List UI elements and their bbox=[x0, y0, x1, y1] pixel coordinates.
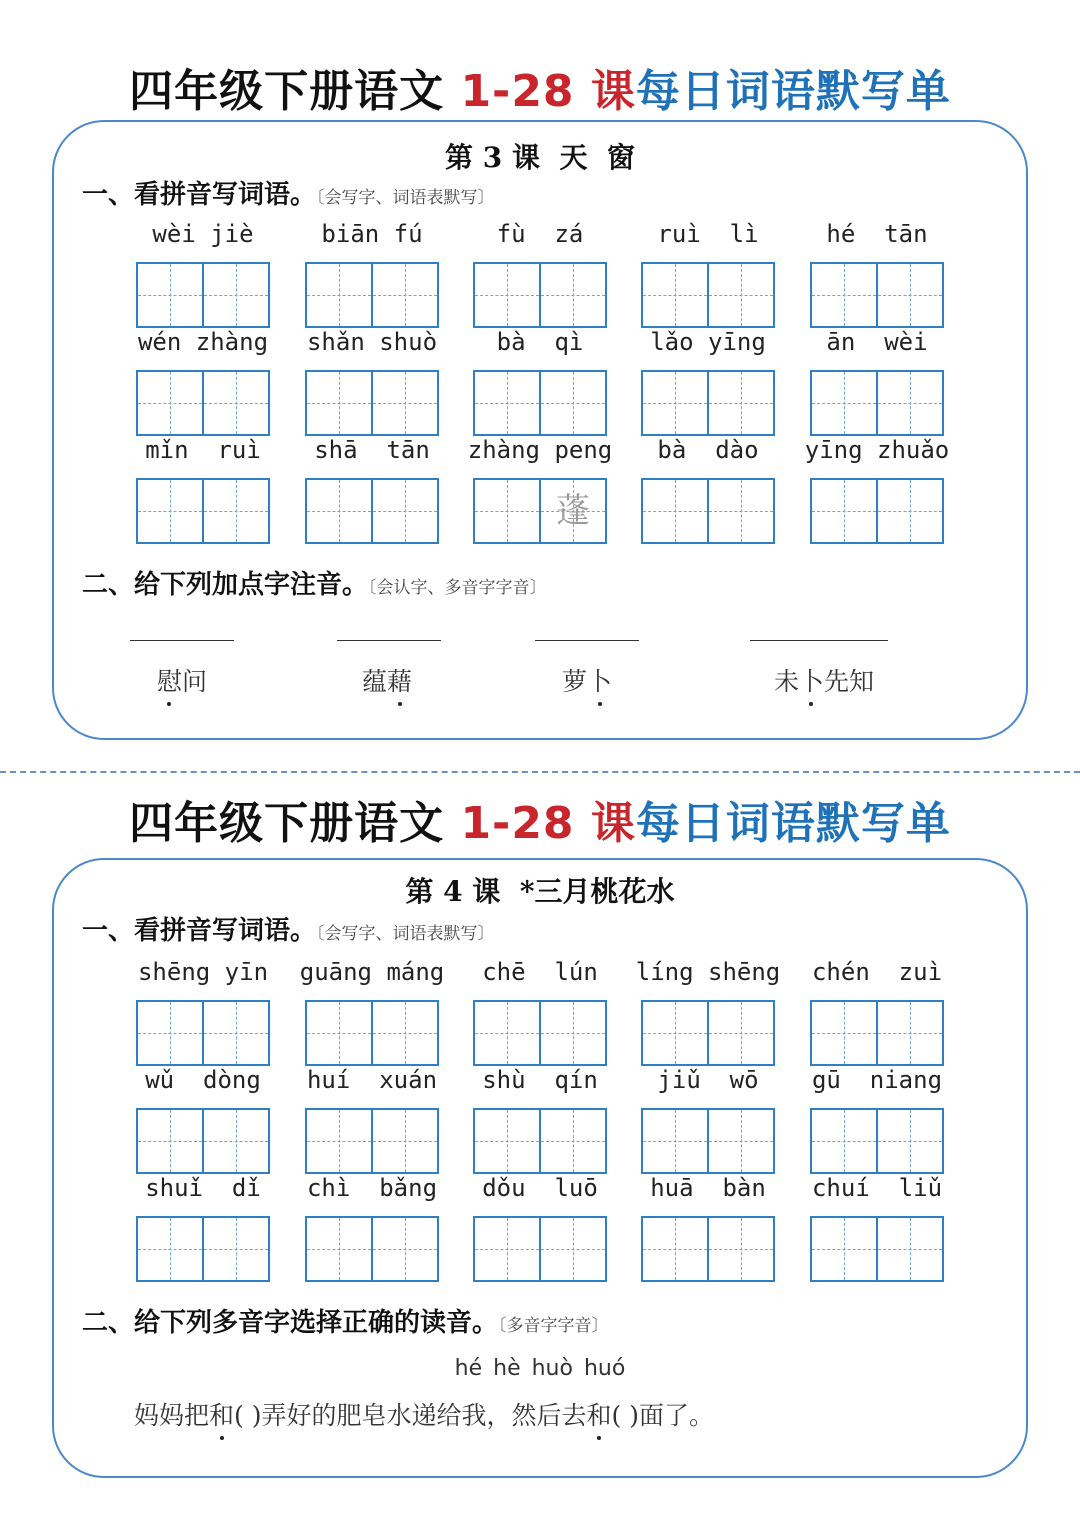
hint-character bbox=[541, 264, 605, 326]
hint-character bbox=[138, 264, 202, 326]
pinyin-label: wén zhàng bbox=[137, 328, 269, 356]
hint-character bbox=[138, 480, 202, 542]
hint-character bbox=[709, 1218, 773, 1280]
hint-character bbox=[709, 1002, 773, 1064]
hint-character bbox=[541, 1002, 605, 1064]
section-heading-pinyin bbox=[82, 178, 495, 215]
hint-character bbox=[475, 264, 539, 326]
pinyin-label: ān wèi bbox=[826, 328, 928, 356]
section-heading-text: 一、看拼音写词语。 bbox=[82, 180, 317, 210]
main-title-grade: 四年级下册语文 bbox=[129, 798, 461, 849]
writing-cell[interactable] bbox=[202, 264, 268, 326]
writing-cell[interactable] bbox=[876, 480, 942, 542]
writing-cell[interactable] bbox=[876, 264, 942, 326]
writing-cell[interactable] bbox=[539, 264, 605, 326]
hint-character: 蓬 bbox=[556, 491, 590, 531]
annotate-item[interactable] bbox=[734, 640, 914, 720]
writing-cell[interactable] bbox=[475, 1002, 539, 1064]
hint-character bbox=[307, 264, 371, 326]
hint-character bbox=[709, 264, 773, 326]
section-heading-pinyin bbox=[82, 914, 495, 951]
word-item bbox=[136, 326, 270, 436]
main-title bbox=[0, 66, 1080, 118]
writing-cell[interactable] bbox=[812, 372, 876, 434]
hint-character bbox=[138, 1002, 202, 1064]
writing-grid bbox=[136, 370, 270, 436]
hint-character bbox=[204, 1110, 268, 1172]
writing-grid bbox=[473, 370, 607, 436]
writing-grid bbox=[641, 1000, 775, 1066]
pinyin-label: wǔ dòng bbox=[145, 1066, 261, 1094]
writing-cell[interactable] bbox=[707, 480, 773, 542]
writing-cell[interactable] bbox=[812, 1110, 876, 1172]
word-item bbox=[305, 1172, 439, 1282]
word-item bbox=[136, 1064, 270, 1174]
annotate-word: 未卜先知 bbox=[734, 662, 914, 702]
pinyin-label: biān fú bbox=[321, 220, 423, 248]
hint-character bbox=[878, 1218, 942, 1280]
pinyin-label: zhàng peng bbox=[467, 436, 613, 464]
sentence-dotted-char: 和 bbox=[209, 1396, 234, 1436]
hint-character bbox=[812, 264, 876, 326]
main-title bbox=[0, 798, 1080, 850]
word-item bbox=[810, 326, 944, 436]
writing-cell[interactable] bbox=[539, 372, 605, 434]
writing-cell[interactable] bbox=[138, 1110, 202, 1172]
writing-cell[interactable] bbox=[643, 372, 707, 434]
pinyin-label: chuí liǔ bbox=[811, 1174, 943, 1202]
section-heading-note: 〔会写字、词语表默写〕 bbox=[316, 188, 495, 208]
sentence-dotted-char: 和 bbox=[587, 1396, 612, 1436]
pinyin-label: dǒu luō bbox=[482, 1174, 598, 1202]
writing-cell[interactable] bbox=[307, 1110, 371, 1172]
lesson-title: 第 4 课 *三月桃花水 bbox=[405, 875, 675, 908]
word-item bbox=[473, 326, 607, 436]
hint-character bbox=[307, 1218, 371, 1280]
main-title-range: 1-28 课 bbox=[460, 798, 636, 849]
hint-character bbox=[643, 372, 707, 434]
hint-character bbox=[307, 372, 371, 434]
hint-character bbox=[204, 1218, 268, 1280]
hint-character bbox=[812, 480, 876, 542]
word-item bbox=[635, 956, 781, 1066]
hint-character bbox=[307, 1110, 371, 1172]
writing-cell[interactable] bbox=[202, 1002, 268, 1064]
hint-character bbox=[373, 264, 437, 326]
worksheet-card-lesson-4 bbox=[52, 858, 1028, 1478]
pinyin-label: huí xuán bbox=[306, 1066, 438, 1094]
writing-cell[interactable] bbox=[812, 480, 876, 542]
hint-character bbox=[475, 480, 539, 542]
hint-character bbox=[373, 1002, 437, 1064]
writing-grid bbox=[473, 262, 607, 328]
word-item bbox=[641, 1172, 775, 1282]
writing-grid bbox=[473, 1000, 607, 1066]
annotate-item[interactable] bbox=[92, 640, 272, 720]
hint-character bbox=[138, 372, 202, 434]
annotate-word: 慰问 bbox=[92, 662, 272, 702]
writing-cell[interactable] bbox=[475, 480, 539, 542]
section-heading-note: 〔多音字字音〕 bbox=[498, 1316, 609, 1336]
hint-character bbox=[541, 372, 605, 434]
writing-cell[interactable] bbox=[138, 1002, 202, 1064]
writing-cell[interactable] bbox=[307, 1218, 371, 1280]
writing-grid bbox=[641, 1108, 775, 1174]
writing-grid bbox=[810, 1000, 944, 1066]
writing-grid bbox=[305, 1216, 439, 1282]
writing-grid bbox=[136, 262, 270, 328]
hint-character bbox=[643, 1002, 707, 1064]
writing-grid bbox=[305, 262, 439, 328]
hint-character bbox=[812, 1218, 876, 1280]
pinyin-label: guāng máng bbox=[299, 958, 445, 986]
word-item bbox=[305, 218, 439, 328]
writing-cell[interactable] bbox=[307, 264, 371, 326]
hint-character bbox=[878, 480, 942, 542]
section-heading-text: 二、给下列加点字注音。 bbox=[82, 570, 369, 600]
pinyin-label: huā bàn bbox=[650, 1174, 766, 1202]
writing-cell[interactable] bbox=[371, 1218, 437, 1280]
main-title-sheet-name: 每日词语默写单 bbox=[635, 66, 951, 117]
worksheet-card-lesson-3 bbox=[52, 120, 1028, 740]
writing-cell[interactable] bbox=[371, 372, 437, 434]
writing-grid bbox=[810, 478, 944, 544]
pinyin-label: líng shēng bbox=[635, 958, 781, 986]
main-title-grade: 四年级下册语文 bbox=[129, 66, 461, 117]
writing-cell[interactable] bbox=[475, 372, 539, 434]
writing-cell[interactable] bbox=[371, 480, 437, 542]
pinyin-label: yīng zhuǎo bbox=[804, 436, 950, 464]
word-item bbox=[810, 1064, 944, 1174]
word-item bbox=[804, 434, 950, 544]
hint-character bbox=[643, 264, 707, 326]
hint-character bbox=[307, 480, 371, 542]
word-item bbox=[305, 434, 439, 544]
annotate-word: 蕴藉 bbox=[297, 662, 477, 702]
writing-cell[interactable] bbox=[643, 1218, 707, 1280]
writing-cell[interactable] bbox=[876, 1218, 942, 1280]
writing-grid bbox=[641, 478, 775, 544]
word-item bbox=[641, 1064, 775, 1174]
pinyin-label: chén zuì bbox=[811, 958, 943, 986]
writing-grid bbox=[810, 1108, 944, 1174]
word-item bbox=[136, 218, 270, 328]
writing-cell[interactable] bbox=[876, 372, 942, 434]
writing-cell[interactable] bbox=[707, 1110, 773, 1172]
pinyin-label: fù zá bbox=[496, 220, 584, 248]
section-heading-text: 二、给下列多音字选择正确的读音。 bbox=[82, 1308, 499, 1338]
writing-grid bbox=[136, 1108, 270, 1174]
answer-line[interactable] bbox=[130, 640, 234, 641]
writing-cell[interactable] bbox=[812, 264, 876, 326]
writing-cell[interactable] bbox=[812, 1002, 876, 1064]
word-item bbox=[810, 218, 944, 328]
writing-cell[interactable] bbox=[876, 1002, 942, 1064]
pinyin-label: jiǔ wō bbox=[657, 1066, 759, 1094]
hint-character bbox=[643, 1218, 707, 1280]
sentence-part: 妈妈把 bbox=[134, 1401, 210, 1430]
writing-cell[interactable] bbox=[202, 1110, 268, 1172]
writing-grid bbox=[473, 1216, 607, 1282]
writing-cell[interactable] bbox=[202, 372, 268, 434]
hint-character bbox=[373, 1110, 437, 1172]
pinyin-label: gū niang bbox=[811, 1066, 943, 1094]
writing-cell[interactable] bbox=[643, 480, 707, 542]
hint-character bbox=[475, 1002, 539, 1064]
section-heading-note: 〔会写字、词语表默写〕 bbox=[316, 924, 495, 944]
writing-cell[interactable] bbox=[812, 1218, 876, 1280]
hint-character bbox=[204, 264, 268, 326]
annotate-word: 萝卜 bbox=[497, 662, 677, 702]
writing-cell[interactable] bbox=[202, 1218, 268, 1280]
writing-cell[interactable] bbox=[371, 1110, 437, 1172]
pinyin-label: bà dào bbox=[657, 436, 759, 464]
word-item bbox=[473, 1172, 607, 1282]
word-item bbox=[305, 1064, 439, 1174]
sentence-part[interactable]: ( )弄好的肥皂水递给我，然后去 bbox=[234, 1401, 587, 1430]
writing-grid bbox=[810, 262, 944, 328]
pinyin-label: shǎn shuò bbox=[306, 328, 438, 356]
hint-character bbox=[812, 372, 876, 434]
word-item bbox=[810, 956, 944, 1066]
writing-grid bbox=[641, 262, 775, 328]
hint-character bbox=[373, 372, 437, 434]
writing-cell[interactable] bbox=[643, 264, 707, 326]
hint-character bbox=[138, 1110, 202, 1172]
word-item bbox=[473, 218, 607, 328]
writing-grid bbox=[305, 478, 439, 544]
writing-cell[interactable] bbox=[475, 1218, 539, 1280]
hint-character bbox=[373, 480, 437, 542]
writing-cell[interactable] bbox=[475, 264, 539, 326]
hint-character bbox=[138, 1218, 202, 1280]
word-item bbox=[641, 218, 775, 328]
pinyin-label: mǐn ruì bbox=[145, 436, 261, 464]
cut-line-divider bbox=[0, 771, 1080, 773]
hint-character bbox=[307, 1002, 371, 1064]
writing-grid bbox=[136, 1216, 270, 1282]
pinyin-label: shā tān bbox=[314, 436, 430, 464]
pinyin-label: shuǐ dǐ bbox=[145, 1174, 261, 1202]
writing-grid bbox=[641, 1216, 775, 1282]
word-item bbox=[641, 434, 775, 544]
writing-cell[interactable] bbox=[707, 264, 773, 326]
word-item bbox=[641, 326, 775, 436]
hint-character bbox=[643, 1110, 707, 1172]
pinyin-label: wèi jiè bbox=[152, 220, 254, 248]
writing-cell[interactable] bbox=[307, 480, 371, 542]
pinyin-label: bà qì bbox=[496, 328, 584, 356]
pinyin-label: shēng yīn bbox=[137, 958, 269, 986]
writing-cell[interactable] bbox=[539, 1218, 605, 1280]
main-title-sheet-name: 每日词语默写单 bbox=[635, 798, 951, 849]
writing-cell[interactable] bbox=[138, 264, 202, 326]
hint-character bbox=[878, 1110, 942, 1172]
hint-character bbox=[541, 1218, 605, 1280]
section-heading-text: 一、看拼音写词语。 bbox=[82, 916, 317, 946]
writing-cell[interactable] bbox=[539, 480, 605, 542]
writing-cell[interactable] bbox=[643, 1002, 707, 1064]
pinyin-label: shù qín bbox=[482, 1066, 598, 1094]
writing-grid bbox=[136, 478, 270, 544]
annotate-item[interactable] bbox=[497, 640, 677, 720]
word-item bbox=[136, 434, 270, 544]
writing-cell[interactable] bbox=[138, 372, 202, 434]
section-heading-annotate bbox=[82, 568, 547, 605]
hint-character bbox=[709, 1110, 773, 1172]
word-item bbox=[299, 956, 445, 1066]
writing-cell[interactable] bbox=[876, 1110, 942, 1172]
hint-character bbox=[643, 480, 707, 542]
pinyin-label: hé tān bbox=[826, 220, 928, 248]
hint-character bbox=[812, 1110, 876, 1172]
writing-cell[interactable] bbox=[307, 372, 371, 434]
writing-cell[interactable] bbox=[138, 480, 202, 542]
writing-grid bbox=[641, 370, 775, 436]
hint-character bbox=[709, 372, 773, 434]
writing-cell[interactable] bbox=[202, 480, 268, 542]
section-heading-note: 〔会认字、多音字字音〕 bbox=[368, 578, 547, 598]
writing-grid bbox=[305, 370, 439, 436]
pinyin-label: chì bǎng bbox=[306, 1174, 438, 1202]
writing-grid bbox=[810, 370, 944, 436]
pinyin-label: ruì lì bbox=[657, 220, 759, 248]
writing-cell[interactable] bbox=[138, 1218, 202, 1280]
word-item bbox=[467, 434, 613, 544]
writing-cell[interactable] bbox=[307, 1002, 371, 1064]
hint-character bbox=[204, 480, 268, 542]
answer-line[interactable] bbox=[750, 640, 888, 641]
writing-grid bbox=[473, 478, 607, 544]
pinyin-label: chē lún bbox=[482, 958, 598, 986]
annotate-item[interactable] bbox=[297, 640, 477, 720]
writing-grid bbox=[305, 1000, 439, 1066]
sentence-part[interactable]: ( )面了。 bbox=[611, 1401, 714, 1430]
writing-cell[interactable] bbox=[643, 1110, 707, 1172]
word-item bbox=[810, 1172, 944, 1282]
writing-cell[interactable] bbox=[371, 264, 437, 326]
writing-cell[interactable] bbox=[539, 1110, 605, 1172]
hint-character bbox=[204, 1002, 268, 1064]
hint-character bbox=[475, 372, 539, 434]
writing-cell[interactable] bbox=[371, 1002, 437, 1064]
writing-grid bbox=[810, 1216, 944, 1282]
word-item bbox=[473, 956, 607, 1066]
polyphone-sentence[interactable] bbox=[134, 1396, 714, 1436]
word-item bbox=[473, 1064, 607, 1174]
word-item bbox=[136, 1172, 270, 1282]
writing-grid bbox=[473, 1108, 607, 1174]
polyphone-options: hé hè huò huó bbox=[454, 1356, 626, 1381]
hint-character bbox=[812, 1002, 876, 1064]
hint-character bbox=[373, 1218, 437, 1280]
writing-cell[interactable] bbox=[475, 1110, 539, 1172]
hint-character bbox=[541, 1110, 605, 1172]
hint-character bbox=[709, 480, 773, 542]
writing-cell[interactable] bbox=[539, 1002, 605, 1064]
hint-character bbox=[878, 372, 942, 434]
word-item bbox=[305, 326, 439, 436]
pinyin-label: lǎo yīng bbox=[650, 328, 766, 356]
hint-character bbox=[878, 264, 942, 326]
hint-character bbox=[475, 1218, 539, 1280]
main-title-range: 1-28 课 bbox=[460, 66, 636, 117]
writing-cell[interactable] bbox=[707, 372, 773, 434]
word-item bbox=[136, 956, 270, 1066]
writing-grid bbox=[305, 1108, 439, 1174]
hint-character bbox=[475, 1110, 539, 1172]
hint-character bbox=[204, 372, 268, 434]
writing-grid bbox=[136, 1000, 270, 1066]
answer-line[interactable] bbox=[535, 640, 639, 641]
hint-character bbox=[878, 1002, 942, 1064]
lesson-title: 第 3 课 天 窗 bbox=[445, 141, 635, 174]
section-heading-polyphone bbox=[82, 1306, 609, 1343]
writing-cell[interactable] bbox=[707, 1218, 773, 1280]
answer-line[interactable] bbox=[337, 640, 441, 641]
writing-cell[interactable] bbox=[707, 1002, 773, 1064]
